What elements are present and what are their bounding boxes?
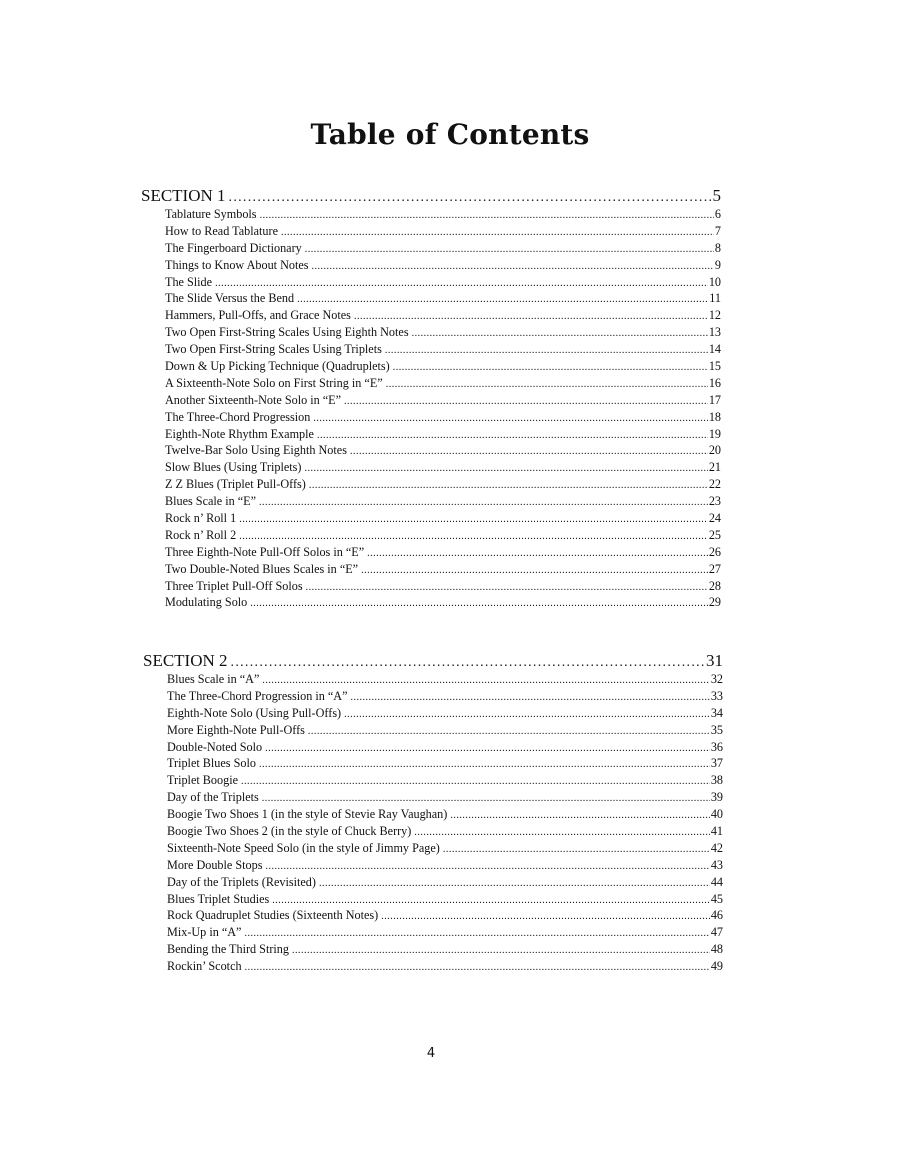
- dot-leader: [265, 859, 709, 874]
- dot-leader: [229, 188, 712, 206]
- page-number: 4: [426, 1046, 436, 1061]
- toc-entry: [167, 705, 723, 722]
- toc-entry-label: Modulating Solo: [165, 595, 248, 610]
- toc-entry-page: 17: [708, 392, 721, 407]
- toc-entry-page: 42: [710, 840, 723, 855]
- toc-entry: [165, 358, 721, 375]
- dot-leader: [272, 893, 710, 908]
- toc-entry-page: 10: [708, 274, 721, 289]
- dot-leader: [381, 909, 710, 924]
- toc-entry-page: 14: [708, 342, 721, 357]
- dot-leader: [412, 326, 708, 341]
- toc-entry-page: 48: [710, 942, 723, 957]
- toc-entry: [167, 907, 723, 924]
- toc-entry-label: More Double Stops: [167, 857, 263, 872]
- toc-entry-page: 23: [708, 494, 721, 509]
- dot-leader: [414, 825, 709, 840]
- section-heading: [141, 186, 721, 206]
- toc-entry-label: Double-Noted Solo: [167, 739, 263, 754]
- toc-entry-label: Rockin’ Scotch: [167, 959, 242, 974]
- dot-leader: [354, 309, 708, 324]
- toc-section-1: [141, 186, 721, 611]
- toc-entry-page: 46: [710, 908, 723, 923]
- toc-entry-page: 32: [710, 672, 723, 686]
- toc-entry: [165, 442, 721, 459]
- toc-entry: [165, 510, 721, 527]
- toc-entry-label: Eighth-Note Rhythm Example: [165, 426, 314, 441]
- toc-entry-label: Blues Scale in “A”: [167, 672, 260, 686]
- toc-entry-label: The Three-Chord Progression in “A”: [167, 688, 348, 703]
- toc-section-2: [143, 651, 723, 975]
- dot-leader: [244, 926, 709, 941]
- toc-entry-page: 6: [714, 207, 721, 221]
- toc-entry: [167, 722, 723, 739]
- toc-entry-label: Rock n’ Roll 2: [165, 527, 237, 542]
- dot-leader: [312, 259, 714, 274]
- toc-entry: [165, 290, 721, 307]
- dot-leader: [367, 546, 708, 561]
- toc-entry-label: More Eighth-Note Pull-Offs: [167, 722, 305, 737]
- toc-entry-page: 15: [708, 359, 721, 374]
- toc-entry-page: 12: [708, 308, 721, 323]
- dot-leader: [215, 276, 708, 291]
- toc-entry-page: 25: [708, 527, 721, 542]
- toc-entry: [165, 578, 721, 595]
- toc-entry: [165, 594, 721, 611]
- toc-entry-page: 24: [708, 511, 721, 526]
- toc-entry-page: 19: [708, 426, 721, 441]
- toc-entry-label: Day of the Triplets: [167, 790, 259, 805]
- toc-entry-label: Things to Know About Notes: [165, 257, 309, 272]
- toc-entry: [167, 958, 723, 975]
- toc-entry-page: 9: [714, 257, 721, 272]
- dot-leader: [361, 563, 708, 578]
- toc-entry: [167, 857, 723, 874]
- toc-entry-label: Rock Quadruplet Studies (Sixteenth Notes): [167, 908, 379, 923]
- toc-entry-label: Mix-Up in “A”: [167, 925, 242, 940]
- dot-leader: [319, 876, 710, 891]
- dot-leader: [241, 774, 710, 789]
- dot-leader: [239, 529, 708, 544]
- dot-leader: [309, 478, 708, 493]
- dot-leader: [351, 690, 710, 705]
- toc-entry-page: 11: [709, 291, 721, 306]
- toc-entry-label: Triplet Boogie: [167, 773, 238, 788]
- dot-leader: [306, 580, 708, 595]
- toc-entry-list: [165, 206, 721, 611]
- dot-leader: [393, 360, 708, 375]
- toc-entry: [167, 924, 723, 941]
- toc-entry: [165, 206, 721, 223]
- toc-entry-page: 8: [714, 240, 721, 255]
- dot-leader: [317, 428, 708, 443]
- toc-entry: [165, 426, 721, 443]
- toc-entry: [167, 789, 723, 806]
- dot-leader: [443, 842, 710, 857]
- toc-entry-label: Tablature Symbols: [165, 207, 257, 221]
- toc-entry: [165, 324, 721, 341]
- toc-entry: [167, 671, 723, 688]
- section-heading-label: SECTION 1: [141, 186, 226, 205]
- toc-entry-page: 33: [710, 688, 723, 703]
- dot-leader: [259, 495, 708, 510]
- dot-leader: [262, 673, 709, 688]
- dot-leader: [308, 724, 710, 739]
- toc-entry: [165, 527, 721, 544]
- dot-leader: [344, 394, 708, 409]
- toc-entry-page: 40: [710, 807, 723, 822]
- toc-entry: [167, 772, 723, 789]
- toc-entry-page: 36: [710, 739, 723, 754]
- toc-entry-label: Another Sixteenth-Note Solo in “E”: [165, 392, 342, 407]
- toc-entry-page: 34: [710, 705, 723, 720]
- dot-leader: [450, 808, 709, 823]
- toc-entry-page: 21: [708, 460, 721, 475]
- toc-entry: [165, 409, 721, 426]
- toc-entry-page: 44: [710, 874, 723, 889]
- toc-entry-label: Bending the Third String: [167, 942, 289, 957]
- toc-entry-label: Two Open First-String Scales Using Triplets: [165, 342, 382, 357]
- section-heading-page: 5: [712, 186, 721, 205]
- toc-entry-label: Rock n’ Roll 1: [165, 511, 237, 526]
- toc-entry-label: How to Read Tablature: [165, 223, 278, 238]
- toc-entry: [167, 739, 723, 756]
- dot-leader: [305, 242, 714, 257]
- toc-entry-label: Three Eighth-Note Pull-Off Solos in “E”: [165, 544, 365, 559]
- toc-entry: [165, 459, 721, 476]
- dot-leader: [281, 225, 714, 240]
- toc-entry-page: 47: [710, 925, 723, 940]
- toc-entry-page: 41: [710, 824, 723, 839]
- toc-entry-page: 27: [708, 561, 721, 576]
- dot-leader: [385, 343, 708, 358]
- toc-entry-list: [167, 671, 723, 975]
- section-heading-page: 31: [706, 651, 723, 670]
- toc-entry: [167, 688, 723, 705]
- toc-entry-label: Twelve-Bar Solo Using Eighth Notes: [165, 443, 347, 458]
- toc-entry-page: 13: [708, 325, 721, 340]
- toc-entry: [165, 544, 721, 561]
- toc-entry-label: Boogie Two Shoes 1 (in the style of Stevie Ray Vaughan): [167, 807, 448, 822]
- toc-entry: [165, 375, 721, 392]
- dot-leader: [239, 512, 708, 527]
- dot-leader: [259, 757, 710, 772]
- toc-entry-page: 49: [710, 959, 723, 974]
- toc-entry: [165, 240, 721, 257]
- toc-entry-page: 16: [708, 375, 721, 390]
- toc-entry-label: Hammers, Pull-Offs, and Grace Notes: [165, 308, 351, 323]
- toc-entry-page: 29: [708, 595, 721, 610]
- toc-entry: [165, 257, 721, 274]
- toc-entry-label: Blues Scale in “E”: [165, 494, 257, 509]
- toc-entry-label: Triplet Blues Solo: [167, 756, 256, 771]
- toc-entry-page: 7: [714, 223, 721, 238]
- toc-entry: [165, 307, 721, 324]
- toc-entry-page: 39: [710, 790, 723, 805]
- dot-leader: [386, 377, 708, 392]
- toc-entry-label: The Three-Chord Progression: [165, 409, 311, 424]
- section-heading: [143, 651, 723, 671]
- dot-leader: [260, 208, 714, 223]
- dot-leader: [297, 292, 708, 307]
- toc-entry: [165, 392, 721, 409]
- toc-entry-label: Boogie Two Shoes 2 (in the style of Chuck Berry): [167, 824, 412, 839]
- toc-entry: [165, 476, 721, 493]
- toc-entry-page: 20: [708, 443, 721, 458]
- dot-leader: [350, 444, 708, 459]
- dot-leader: [250, 596, 708, 611]
- toc-entry-label: A Sixteenth-Note Solo on First String in “E”: [165, 375, 383, 390]
- toc-entry-label: Down & Up Picking Technique (Quadruplets): [165, 359, 390, 374]
- dot-leader: [245, 960, 710, 975]
- toc-entry: [167, 806, 723, 823]
- toc-entry-label: Three Triplet Pull-Off Solos: [165, 578, 303, 593]
- toc-entry: [167, 840, 723, 857]
- toc-entry-label: Sixteenth-Note Speed Solo (in the style of Jimmy Page): [167, 840, 440, 855]
- toc-entry: [167, 755, 723, 772]
- toc-entry-page: 28: [708, 578, 721, 593]
- toc-entry-page: 18: [708, 409, 721, 424]
- toc-entry-label: Eighth-Note Solo (Using Pull-Offs): [167, 705, 342, 720]
- toc-entry: [167, 891, 723, 908]
- dot-leader: [265, 741, 710, 756]
- toc-entry-page: 22: [708, 477, 721, 492]
- dot-leader: [262, 791, 710, 806]
- dot-leader: [344, 707, 710, 722]
- toc-entry-page: 38: [710, 773, 723, 788]
- page-title: Table of Contents: [310, 118, 590, 151]
- toc-entry: [165, 274, 721, 291]
- toc-entry-label: The Slide: [165, 274, 213, 289]
- toc-entry-label: The Fingerboard Dictionary: [165, 240, 302, 255]
- section-heading-label: SECTION 2: [143, 651, 228, 670]
- toc-entry-label: Two Open First-String Scales Using Eighth Notes: [165, 325, 409, 340]
- toc-entry-page: 37: [710, 756, 723, 771]
- toc-entry-label: Two Double-Noted Blues Scales in “E”: [165, 561, 359, 576]
- toc-entry: [165, 341, 721, 358]
- toc-entry-page: 26: [708, 544, 721, 559]
- toc-entry: [167, 941, 723, 958]
- dot-leader: [313, 411, 707, 426]
- toc-entry: [165, 561, 721, 578]
- toc-entry-label: Slow Blues (Using Triplets): [165, 460, 302, 475]
- toc-entry: [165, 223, 721, 240]
- toc-entry: [167, 874, 723, 891]
- toc-entry-page: 43: [710, 857, 723, 872]
- dot-leader: [304, 461, 707, 476]
- toc-entry-label: Day of the Triplets (Revisited): [167, 874, 316, 889]
- toc-entry-page: 45: [710, 891, 723, 906]
- dot-leader: [231, 653, 705, 671]
- toc-entry-label: Z Z Blues (Triplet Pull-Offs): [165, 477, 306, 492]
- toc-entry-label: Blues Triplet Studies: [167, 891, 270, 906]
- toc-entry: [165, 493, 721, 510]
- toc-entry-label: The Slide Versus the Bend: [165, 291, 295, 306]
- toc-entry: [167, 823, 723, 840]
- dot-leader: [292, 943, 710, 958]
- toc-entry-page: 35: [710, 722, 723, 737]
